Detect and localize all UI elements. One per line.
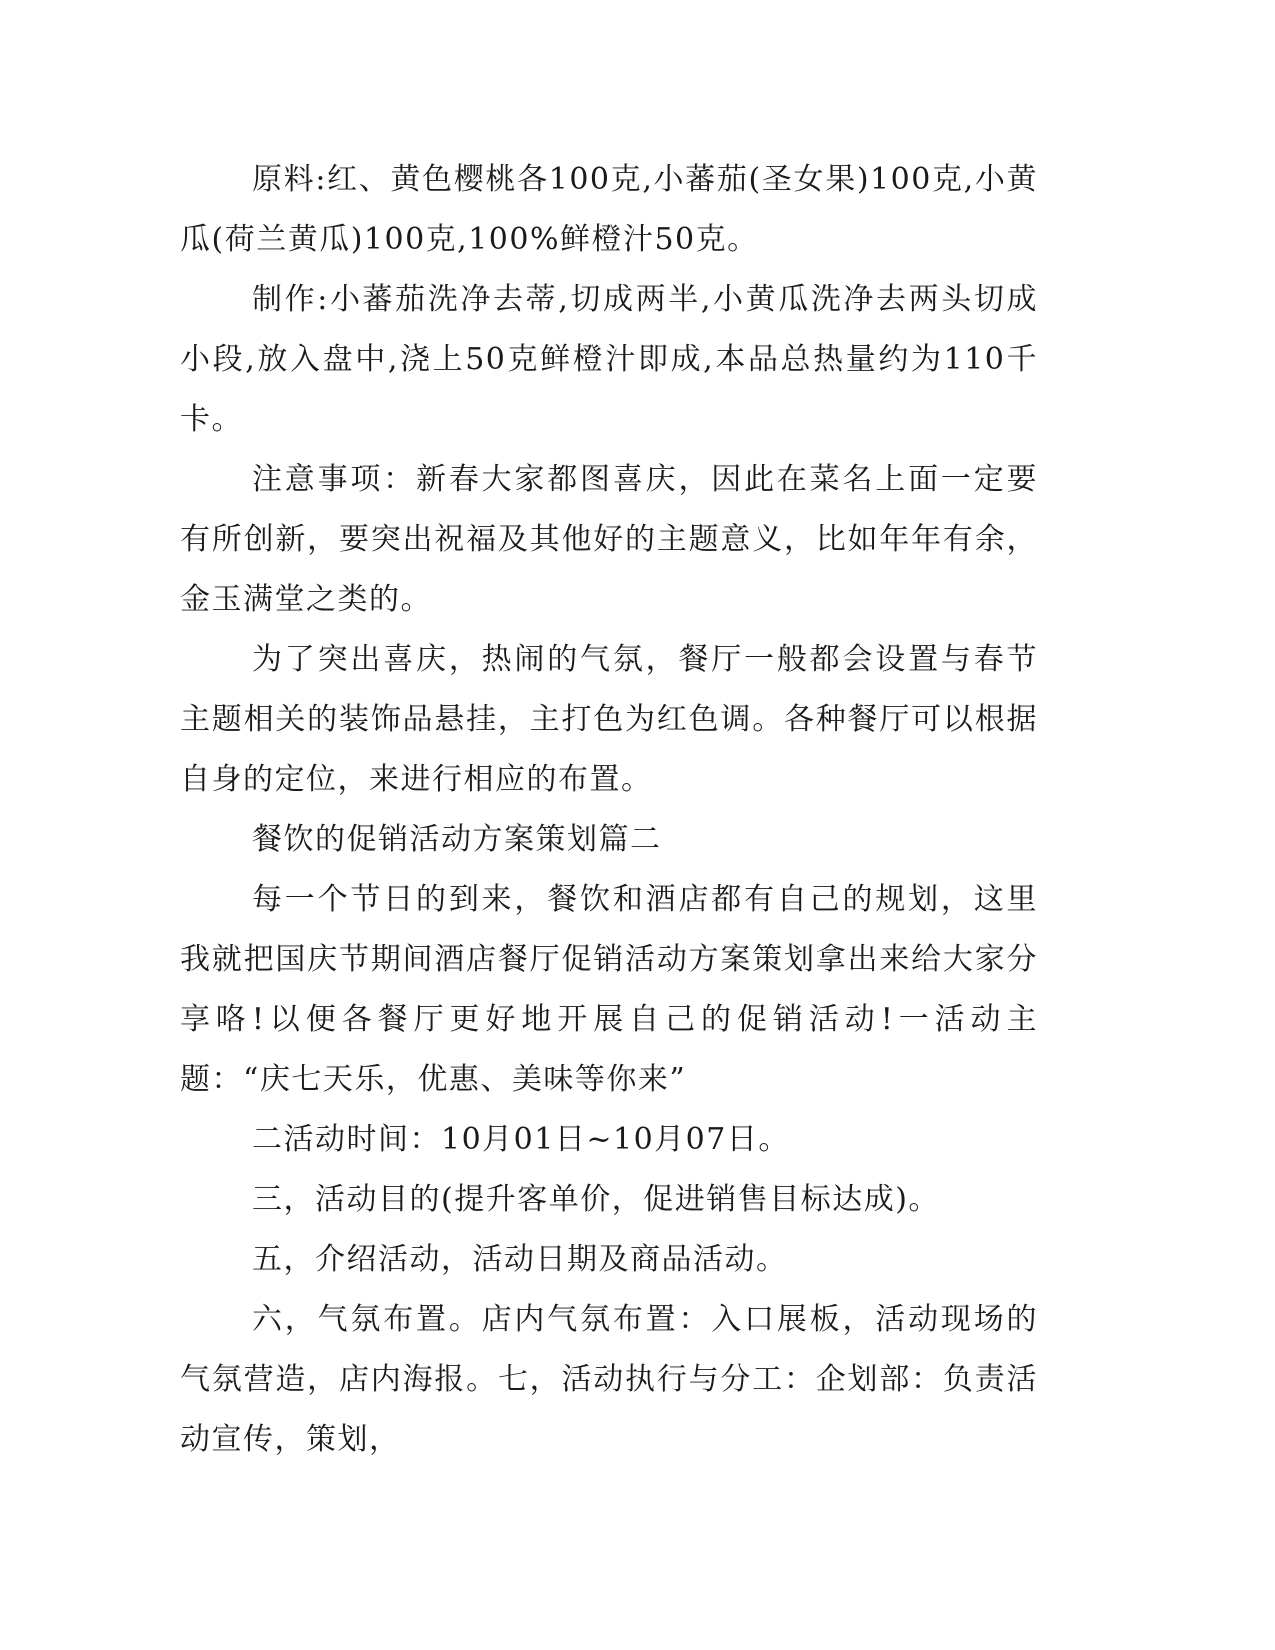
paragraph-activity-goal: 三，活动目的(提升客单价，促进销售目标达成)。 (252, 1182, 940, 1217)
paragraph-decoration: 为了突出喜庆，热闹的气氛，餐厅一般都会设置与春节主题相关的装饰品悬挂，主打色为红色调。各种餐厅可以根据自身的定位，来进行相应的布置。 (180, 642, 1038, 797)
paragraph-intro: 每一个节日的到来，餐饮和酒店都有自己的规划，这里我就把国庆节期间酒店餐厅促销活动方案策划拿出来给大家分享咯!以便各餐厅更好地开展自己的促销活动!一活动主题：“庆七天乐，优惠、美味等你来” (180, 882, 1038, 1097)
paragraph-activity-intro: 五，介绍活动，活动日期及商品活动。 (252, 1242, 788, 1277)
paragraph-notes: 注意事项：新春大家都图喜庆，因此在菜名上面一定要有所创新，要突出祝福及其他好的主题意义，比如年年有余，金玉满堂之类的。 (180, 462, 1038, 617)
document-body (180, 150, 1038, 1470)
paragraph-preparation: 制作:小蕃茄洗净去蒂,切成两半,小黄瓜洗净去两头切成小段,放入盘中,浇上50克鲜橙汁即成,本品总热量约为110千卡。 (180, 282, 1038, 437)
paragraph-activity-time: 二活动时间：10月01日~10月07日。 (252, 1122, 790, 1157)
section-heading: 餐饮的促销活动方案策划篇二 (252, 822, 662, 857)
paragraph-atmosphere: 六，气氛布置。店内气氛布置：入口展板，活动现场的气氛营造，店内海报。七，活动执行与分工：企划部：负责活动宣传，策划， (180, 1302, 1038, 1457)
paragraph-ingredients: 原料:红、黄色樱桃各100克,小蕃茄(圣女果)100克,小黄瓜(荷兰黄瓜)100克,100%鲜橙汁50克。 (180, 162, 1038, 257)
